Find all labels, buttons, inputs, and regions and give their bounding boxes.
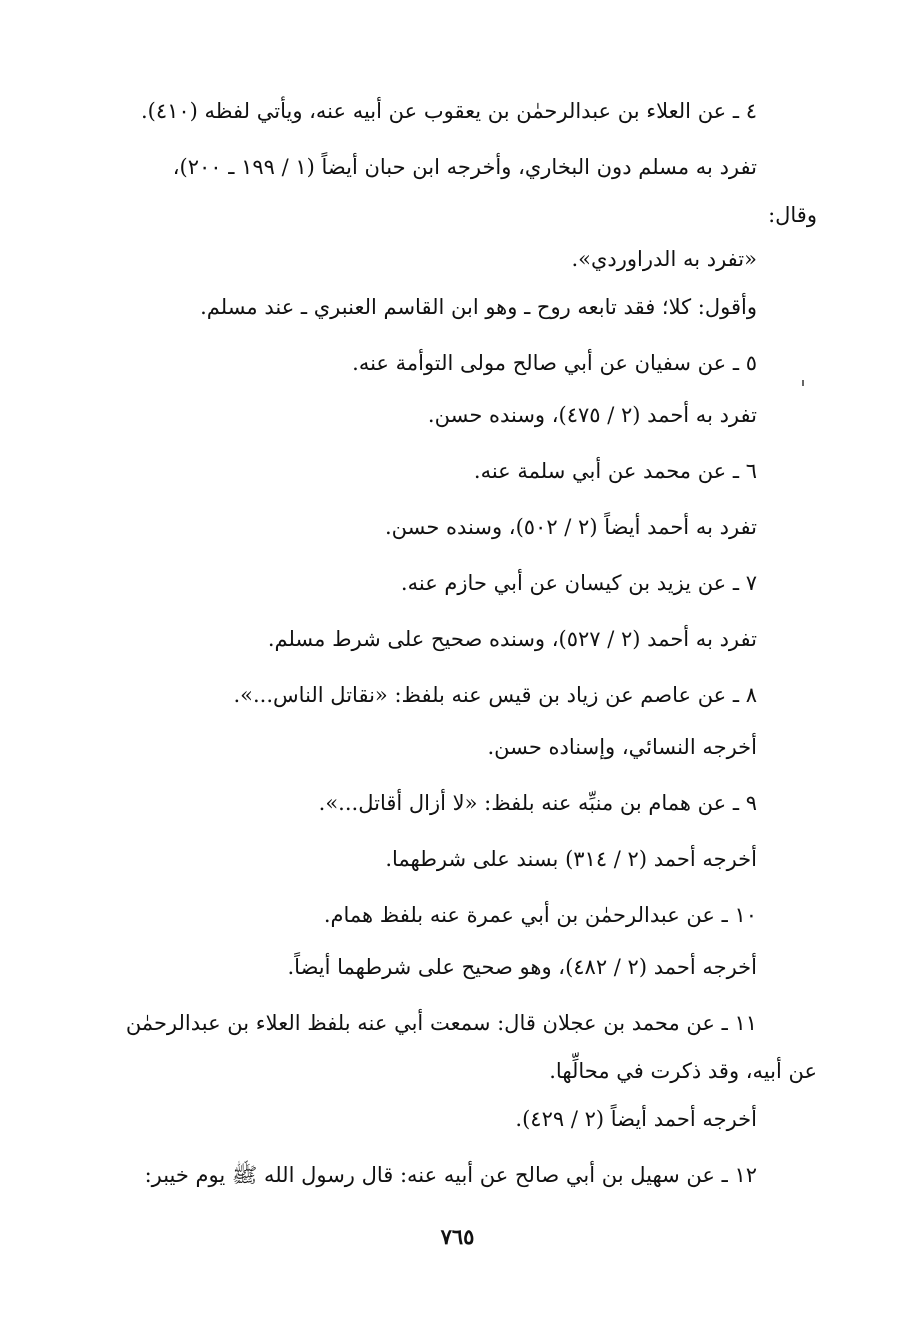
text-line: تفرد به أحمد (٢ / ٥٢٧)، وسنده صحيح على شرط مسلم. <box>267 627 757 651</box>
text-line: تفرد به أحمد أيضاً (٢ / ٥٠٢)، وسنده حسن. <box>384 515 757 539</box>
text-line: تفرد به أحمد (٢ / ٤٧٥)، وسنده حسن. <box>427 403 757 427</box>
text-line: أخرجه النسائي، وإسناده حسن. <box>487 735 757 759</box>
page-number: ٧٦٥ <box>440 1224 475 1249</box>
entry-heading: ١٢ ـ عن سهيل بن أبي صالح عن أبيه عنه: قال رسول الله ﷺ يوم خيبر: <box>144 1163 757 1187</box>
text-line: تفرد به مسلم دون البخاري، وأخرجه ابن حبان أيضاً (١ / ١٩٩ ـ ٢٠٠)، <box>172 155 757 179</box>
quoted-line: «تفرد به الدراوردي». <box>571 247 757 271</box>
text-line: أخرجه أحمد أيضاً (٢ / ٤٢٩). <box>515 1107 757 1131</box>
text-line: أخرجه أحمد (٢ / ٣١٤) بسند على شرطهما. <box>385 847 757 871</box>
entry-heading: ٨ ـ عن عاصم عن زياد بن قيس عنه بلفظ: «نقاتل الناس...». <box>233 683 757 707</box>
text-line: وقال: <box>768 203 817 227</box>
entry-heading: ٥ ـ عن سفيان عن أبي صالح مولى التوأمة عنه. <box>352 351 757 375</box>
entry-heading: ٦ ـ عن محمد عن أبي سلمة عنه. <box>473 459 757 483</box>
entry-heading: ٧ ـ عن يزيد بن كيسان عن أبي حازم عنه. <box>400 571 757 595</box>
scan-speck <box>802 380 804 386</box>
text-line: عن أبيه، وقد ذكرت في محالِّها. <box>549 1059 817 1083</box>
text-line: وأقول: كلا؛ فقد تابعه روح ـ وهو ابن القاسم العنبري ـ عند مسلم. <box>200 295 757 319</box>
entry-heading: ٩ ـ عن همام بن منبِّه عنه بلفظ: «لا أزال أقاتل...». <box>318 791 757 815</box>
entry-heading: ١٠ ـ عن عبدالرحمٰن بن أبي عمرة عنه بلفظ همام. <box>323 903 757 927</box>
text-line: أخرجه أحمد (٢ / ٤٨٢)، وهو صحيح على شرطهما أيضاً. <box>287 955 757 979</box>
text-line: ٤ ـ عن العلاء بن عبدالرحمٰن بن يعقوب عن أبيه عنه، ويأتي لفظه (٤١٠). <box>140 99 757 123</box>
entry-heading: ١١ ـ عن محمد بن عجلان قال: سمعت أبي عنه بلفظ العلاء بن عبدالرحمٰن <box>125 1011 757 1035</box>
